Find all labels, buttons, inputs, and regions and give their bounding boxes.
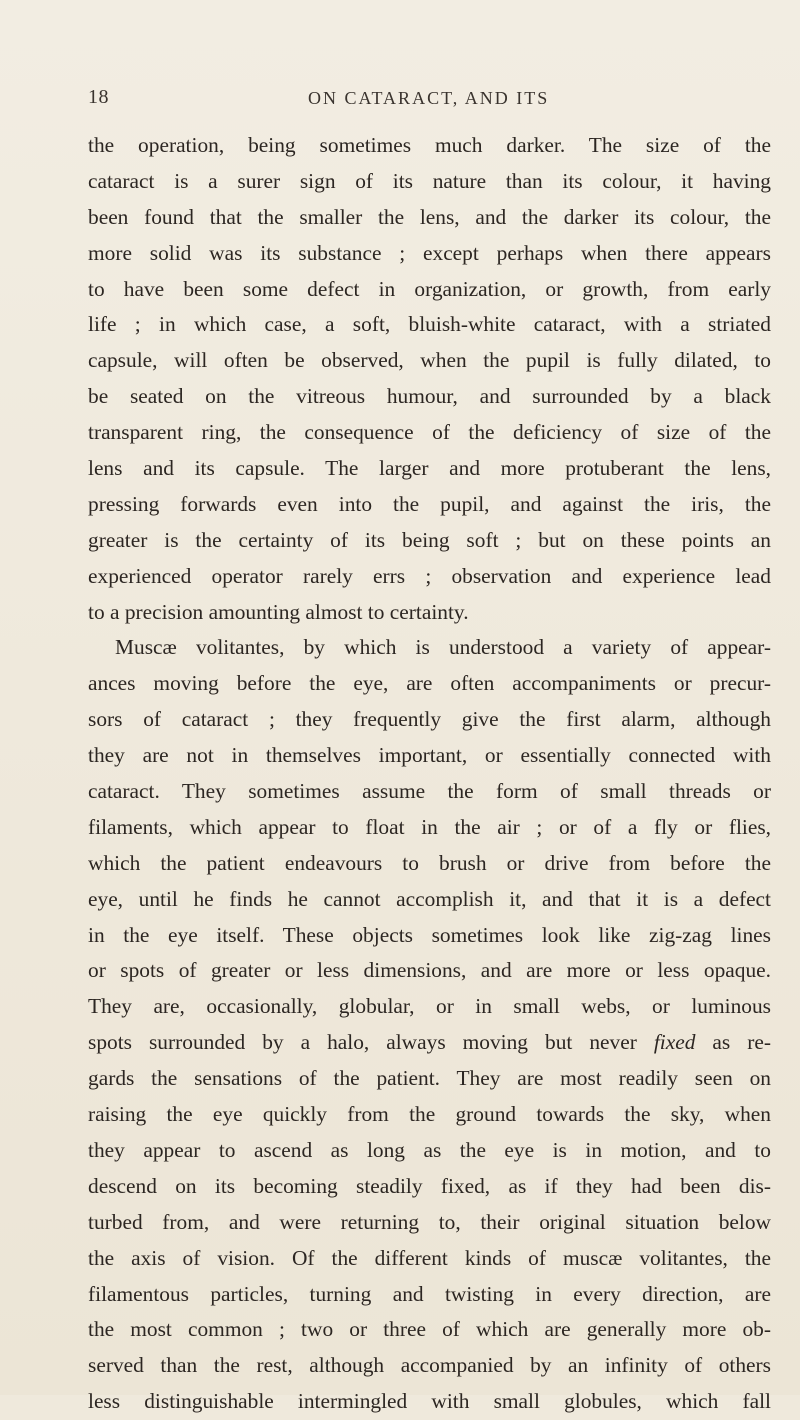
- text-line: which the patient endeavours to brush or drive from before the: [88, 850, 771, 875]
- text-line: they are not in themselves important, or essentially connected with: [88, 743, 771, 768]
- text-line: experienced operator rarely errs ; observation and experience lead: [88, 563, 771, 588]
- text-line: descend on its becoming steadily fixed, as if they had been dis-: [88, 1173, 771, 1198]
- text-line: the most common ; two or three of which are generally more ob-: [88, 1317, 771, 1342]
- text-line: be seated on the vitreous humour, and surrounded by a black: [88, 384, 771, 409]
- text-line: greater is the certainty of its being soft ; but on these points an: [88, 527, 771, 552]
- text-line: cataract is a surer sign of its nature than its colour, it having: [88, 168, 771, 193]
- text-line-paragraph-end: to a precision amounting almost to certainty.: [88, 599, 469, 624]
- text-line: more solid was its substance ; except perhaps when there appears: [88, 240, 771, 265]
- text-line: life ; in which case, a soft, bluish-white cataract, with a striated: [88, 312, 771, 337]
- text-segment: spots surrounded by a halo, always moving but never: [88, 1030, 637, 1055]
- text-line-with-italic: [88, 1025, 771, 1061]
- text-line: been found that the smaller the lens, and the darker its colour, the: [88, 204, 771, 229]
- page-number: 18: [88, 86, 109, 108]
- text-line: lens and its capsule. The larger and more protuberant the lens,: [88, 456, 771, 481]
- text-line: filamentous particles, turning and twisting in every direction, are: [88, 1281, 771, 1306]
- text-line: served than the rest, although accompanied by an infinity of others: [88, 1353, 771, 1378]
- text-line: gards the sensations of the patient. They are most readily seen on: [88, 1066, 771, 1091]
- text-line: sors of cataract ; they frequently give the first alarm, although: [88, 707, 771, 732]
- text-line: or spots of greater or less dimensions, and are more or less opaque.: [88, 958, 771, 983]
- page-header: [88, 86, 768, 116]
- text-line: less distinguishable intermingled with small globules, which fall: [88, 1389, 771, 1414]
- italic-word: fixed: [653, 1030, 696, 1055]
- text-line: turbed from, and were returning to, their original situation below: [88, 1209, 771, 1234]
- text-line: the axis of vision. Of the different kinds of muscæ volitantes, the: [88, 1245, 771, 1270]
- text-line: cataract. They sometimes assume the form of small threads or: [88, 779, 771, 804]
- text-line: filaments, which appear to float in the air ; or of a fly or flies,: [88, 814, 771, 839]
- text-line: they appear to ascend as long as the eye is in motion, and to: [88, 1137, 771, 1162]
- text-line: the operation, being sometimes much darker. The size of the: [88, 133, 771, 157]
- text-line: pressing forwards even into the pupil, and against the iris, the: [88, 491, 771, 516]
- text-line: raising the eye quickly from the ground towards the sky, when: [88, 1102, 771, 1127]
- running-head: ON CATARACT, AND ITS: [308, 88, 550, 108]
- text-segment: as re-: [712, 1030, 771, 1055]
- text-line: capsule, will often be observed, when the pupil is fully dilated, to: [88, 348, 771, 373]
- text-line-paragraph-start: Muscæ volitantes, by which is understood a variety of appear-: [115, 635, 771, 660]
- text-line: They are, occasionally, globular, or in small webs, or luminous: [88, 994, 771, 1019]
- text-line: to have been some defect in organization, or growth, from early: [88, 276, 771, 301]
- text-line: eye, until he finds he cannot accomplish it, and that it is a defect: [88, 886, 771, 911]
- body-text: [88, 128, 771, 1420]
- text-line: ances moving before the eye, are often accompaniments or precur-: [88, 671, 771, 696]
- text-line: transparent ring, the consequence of the deficiency of size of the: [88, 420, 771, 445]
- text-line: in the eye itself. These objects sometimes look like zig-zag lines: [88, 922, 771, 947]
